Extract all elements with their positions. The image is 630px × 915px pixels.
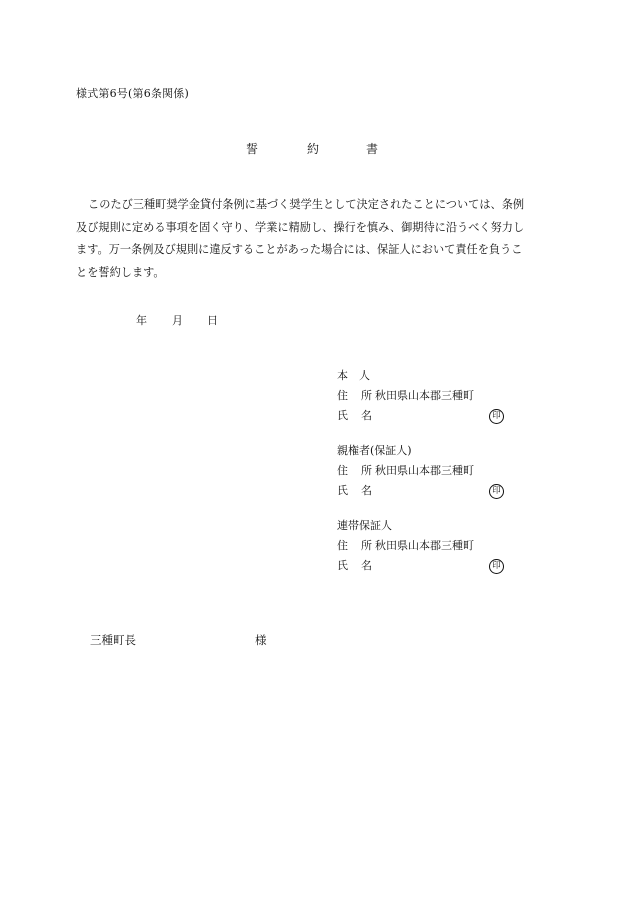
address-label: 住所 xyxy=(337,464,385,477)
date-month: 月 xyxy=(172,314,183,327)
seal-mark: 印 xyxy=(489,409,504,424)
party-guardian xyxy=(337,441,517,501)
party-principal xyxy=(337,366,517,426)
body-line: 及び規則に定める事項を固く守り、学業に精励し、操行を慎み、御期待に沿うべく努力し xyxy=(76,220,525,234)
form-number: 様式第6号(第6条関係) xyxy=(76,87,189,100)
name-label: 氏名 xyxy=(337,484,385,497)
name-label: 氏名 xyxy=(337,409,385,422)
addressee-name: 三種町長 xyxy=(90,633,136,647)
party-heading: 本 人 xyxy=(337,369,370,382)
address-value: 秋田県山本郡三種町 xyxy=(375,389,474,402)
body-line: ます。万一条例及び規則に違反することがあった場合には、保証人において責任を負うこ xyxy=(76,243,523,256)
name-label: 氏名 xyxy=(337,559,385,572)
address-label: 住所 xyxy=(337,539,385,552)
date-year: 年 xyxy=(136,314,147,327)
address-value: 秋田県山本郡三種町 xyxy=(375,464,474,477)
seal-mark: 印 xyxy=(489,484,504,499)
party-joint-guarantor xyxy=(337,516,517,576)
party-heading: 連帯保証人 xyxy=(337,519,392,532)
addressee-honorific: 様 xyxy=(255,633,267,647)
title-char: 誓 xyxy=(246,142,259,156)
address-value: 秋田県山本郡三種町 xyxy=(375,539,474,552)
party-heading: 親権者(保証人) xyxy=(337,444,412,457)
address-label: 住所 xyxy=(337,389,385,402)
seal-mark: 印 xyxy=(489,559,504,574)
date-day: 日 xyxy=(207,314,218,327)
body-line: とを誓約します。 xyxy=(76,265,165,279)
title-char: 書 xyxy=(366,142,379,156)
pledge-body xyxy=(76,194,556,284)
title-char: 約 xyxy=(307,142,320,156)
body-line: このたび三種町奨学金貸付条例に基づく奨学生として決定されたことについては、条例 xyxy=(88,198,525,211)
